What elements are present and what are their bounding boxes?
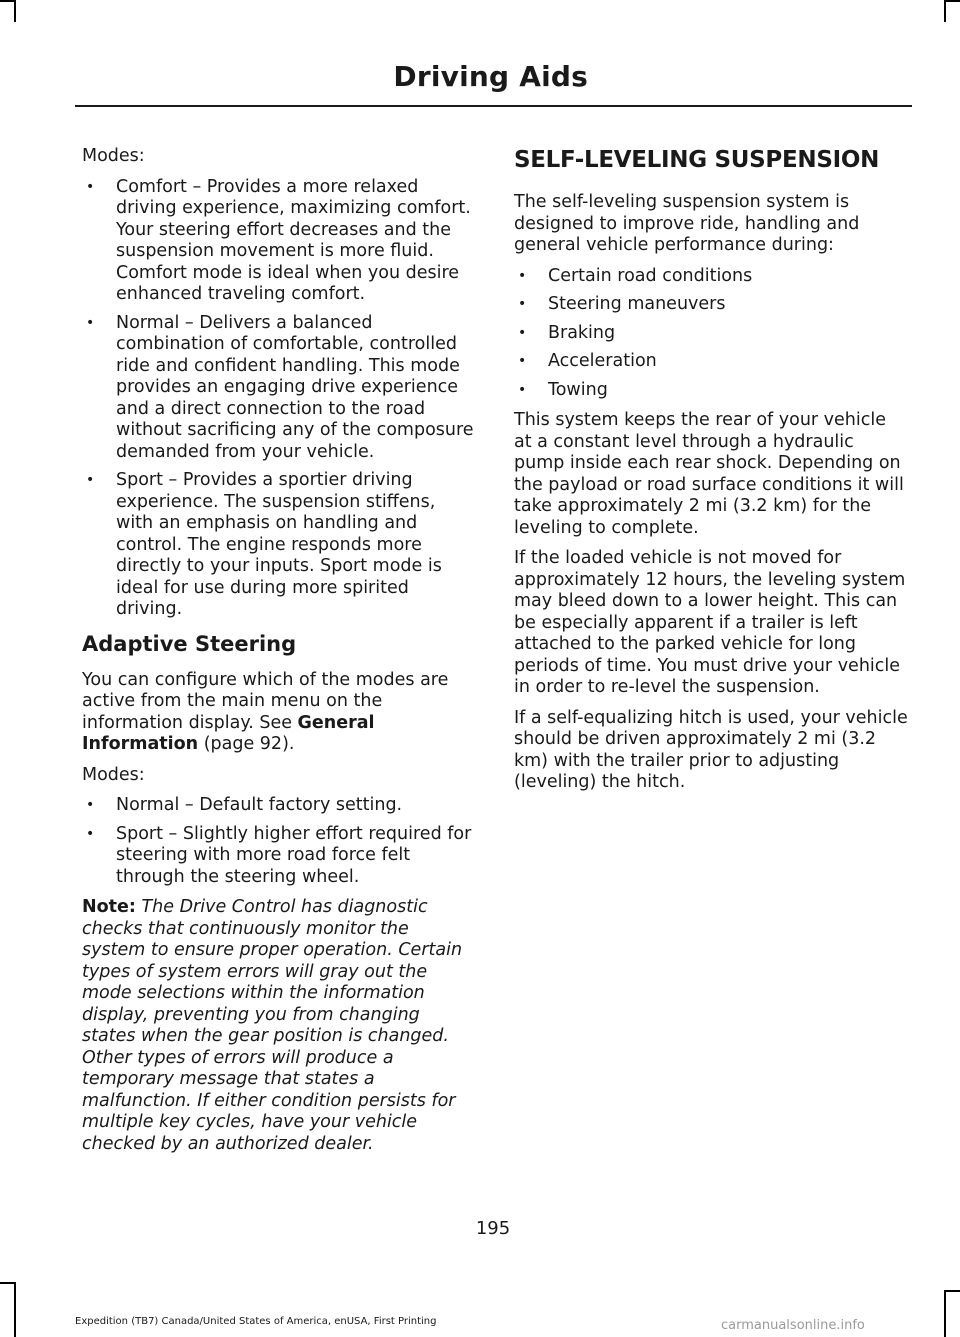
adaptive-steering-text (82, 670, 477, 756)
left-column (82, 146, 477, 1164)
text-span: (page 92). (198, 734, 295, 754)
crop-mark (944, 1290, 946, 1337)
right-column (514, 146, 909, 803)
list-item: • Towing (514, 380, 909, 402)
crop-mark (14, 1282, 16, 1337)
header-divider (75, 105, 912, 107)
intro-paragraph: The self-leveling suspension system is designed to improve ride, handling and general vehicle performance during: (514, 192, 860, 255)
footer-text: Expedition (TB7) Canada/United States of America, enUSA, First Printing (75, 1316, 437, 1327)
conditions-list (514, 266, 909, 402)
modes-label: Modes: (82, 764, 145, 785)
page-title: Driving Aids (393, 60, 588, 93)
text-span: You can configure which of the modes are active from the main menu on the information display. See (82, 669, 449, 733)
list-item: • Acceleration (514, 351, 909, 373)
modes-list (82, 177, 477, 621)
list-item: • Comfort – Provides a more relaxed driving experience, maximizing comfort. Your steering effort decreases and the suspension movement is more fluid. Comfort mode is ideal when you desire enhanced traveling comfort. (82, 177, 477, 306)
crop-mark (944, 1290, 960, 1292)
list-item: • Normal – Default factory setting. (82, 795, 477, 817)
paragraph: This system keeps the rear of your vehicle at a constant level through a hydraulic pump inside each rear shock. Depending on the payload or road surface conditions it will take approximately 2 mi (3.2 km) for the leveling to complete. (514, 410, 904, 538)
note (82, 897, 477, 1155)
paragraph: If a self-equalizing hitch is used, your vehicle should be driven approximately 2 mi (3.2 km) with the trailer prior to adjusting (leveling) the hitch. (514, 707, 908, 792)
list-item: • Sport – Provides a sportier driving experience. The suspension stiffens, with an emphasis on handling and control. The engine responds more directly to your inputs. Sport mode is ideal for use during more spirited driving. (82, 470, 477, 621)
crop-mark (14, 0, 16, 22)
crop-mark (0, 1282, 14, 1284)
crop-mark (0, 0, 14, 2)
cross-reference-link[interactable]: General Information (82, 712, 375, 754)
paragraph: If the loaded vehicle is not moved for approximately 12 hours, the leveling system may bleed down to a lower height. This can be especially apparent if a trailer is left attached to the parked vehicle for long periods of time. You must drive your vehicle in order to re-level the suspension. (514, 548, 906, 697)
page-number: 195 (475, 1218, 511, 1239)
list-item: • Certain road conditions (514, 266, 909, 288)
list-item: • Steering maneuvers (514, 294, 909, 316)
crop-mark (944, 0, 960, 2)
modes-label: Modes: (82, 146, 145, 166)
note-text: The Drive Control has diagnostic checks that continuously monitor the system to ensure proper operation. Certain types of system errors will gray out the mode selections within the information display, preventing you from changing states when the gear position is changed. Other types of errors will produce a temporary message that states a malfunction. If either condition persists for multiple key cycles, have your vehicle checked by an authorized dealer. (82, 897, 463, 1154)
list-item: • Normal – Delivers a balanced combination of comfortable, controlled ride and confident handling. This mode provides an engaging drive experience and a direct connection to the road without sacrificing any of the composure demanded from your vehicle. (82, 313, 477, 464)
modes-list (82, 795, 477, 888)
note-label: Note: (82, 897, 136, 917)
watermark: carmanualsonline.info (721, 1318, 865, 1333)
section-heading-self-leveling: SELF-LEVELING SUSPENSION (514, 147, 880, 173)
section-heading-adaptive-steering: Adaptive Steering (82, 631, 297, 656)
list-item: • Sport – Slightly higher effort required for steering with more road force felt through the steering wheel. (82, 824, 477, 889)
list-item: • Braking (514, 323, 909, 345)
crop-mark (944, 0, 946, 22)
